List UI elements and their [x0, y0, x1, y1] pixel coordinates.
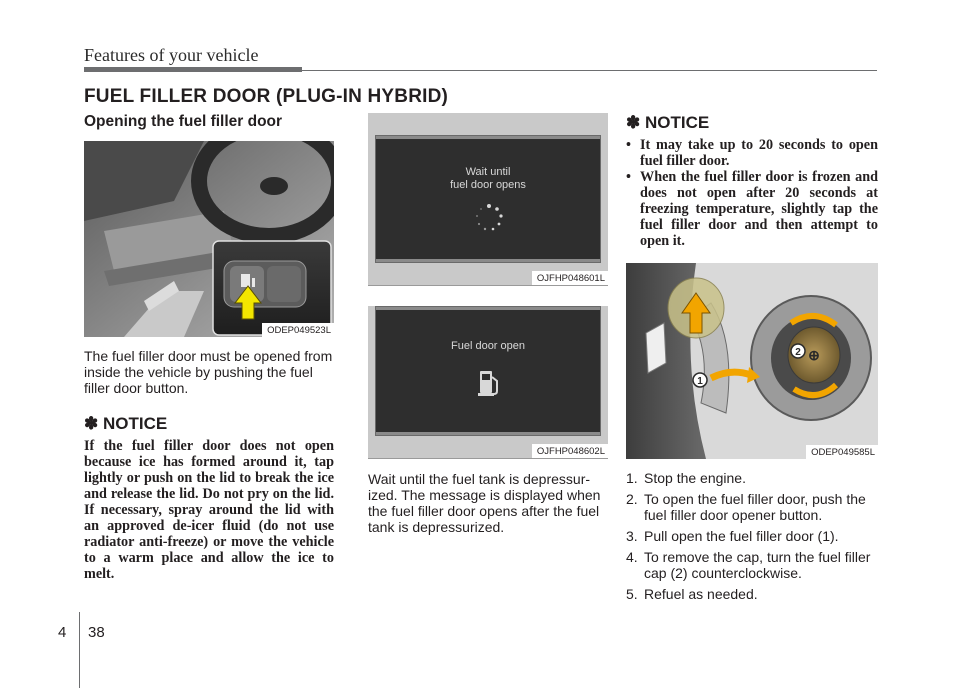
- photo-fuel-door: [626, 263, 878, 459]
- fuel-pump-icon: [376, 367, 602, 407]
- callout-1: 1: [697, 376, 703, 387]
- column-middle: [368, 113, 608, 535]
- notice-mark-icon: ✽: [626, 113, 641, 132]
- bullet-icon: •: [626, 137, 631, 153]
- list-item: • It may take up to 20 seconds to open fuel filler door.: [626, 137, 878, 169]
- list-item: 4. To remove the cap, turn the fuel filler cap (2) counterclockwise.: [626, 549, 871, 581]
- cluster-display: [375, 306, 601, 436]
- screen-door-open: [368, 306, 608, 458]
- column-right: [626, 113, 878, 607]
- section-title: FUEL FILLER DOOR (PLUG-IN HYBRID): [84, 86, 449, 107]
- notice-heading: [626, 113, 878, 133]
- screen-wait-until: [368, 113, 608, 285]
- header-rule-thin: [302, 70, 877, 71]
- running-header: Features of your vehicle: [84, 45, 259, 65]
- list-item: 2. To open the fuel filler door, push the fuel filler door opener button.: [626, 491, 866, 523]
- list-item: 3. Pull open the fuel filler door (1).: [626, 528, 839, 544]
- bullet-icon: •: [626, 169, 631, 185]
- screen-message-line2: fuel door opens: [450, 179, 526, 191]
- column-left: [84, 113, 334, 582]
- loading-spinner-icon: [376, 198, 602, 248]
- photo-caption: ODEP049585L: [806, 445, 878, 459]
- divider: [368, 458, 608, 459]
- notice-heading: [84, 414, 334, 434]
- list-item: • When the fuel filler door is frozen and does not open after 20 seconds at freezing temperature, slightly tap the fuel filler door and then attempt to open it.: [626, 169, 878, 249]
- steps-list: [626, 470, 878, 602]
- screen-message: Fuel door open: [451, 340, 525, 352]
- subhead-opening: Opening the fuel filler door: [84, 113, 283, 130]
- screen-message-line1: Wait until: [465, 166, 511, 178]
- notice-title: NOTICE: [644, 113, 710, 132]
- dashboard-illustration: [84, 141, 334, 337]
- notice-list: [626, 137, 878, 249]
- screen-caption: OJFHP048601L: [532, 271, 608, 285]
- footer-rule: [79, 612, 80, 688]
- cluster-display: [375, 135, 601, 263]
- screen-caption: OJFHP048602L: [532, 444, 608, 458]
- notice-mark-icon: ✽: [84, 414, 99, 433]
- notice-title: NOTICE: [102, 414, 168, 433]
- svg-text:⊕: ⊕: [808, 347, 820, 363]
- photo-caption: ODEP049523L: [262, 323, 334, 337]
- photo-dashboard-button: [84, 141, 334, 337]
- list-item: 5. Refuel as needed.: [626, 586, 758, 602]
- fuel-door-illustration: [626, 263, 878, 459]
- notice-body: If the fuel filler door does not open because ice has formed around it, tap lightly or push on the lid to break the ice and release the lid. Do not pry on the lid. If necessary, spray around the lid with an approved de-icer fluid (do not use radiator anti-freeze) or move the vehicle to a warm place and allow the ice to melt.: [84, 438, 334, 582]
- list-item: 1. Stop the engine.: [626, 470, 746, 486]
- page-number: 38: [88, 624, 105, 641]
- callout-2: 2: [795, 347, 801, 358]
- chapter-number: 4: [58, 624, 67, 641]
- body-text: The fuel filler door must be opened from inside the vehicle by pushing the fuel filler door button.: [84, 348, 333, 396]
- body-text: Wait until the fuel tank is depressur-ized. The message is displayed when the fuel filler door opens after the fuel tank is depressurized.: [368, 471, 601, 535]
- header-rule: [84, 67, 302, 72]
